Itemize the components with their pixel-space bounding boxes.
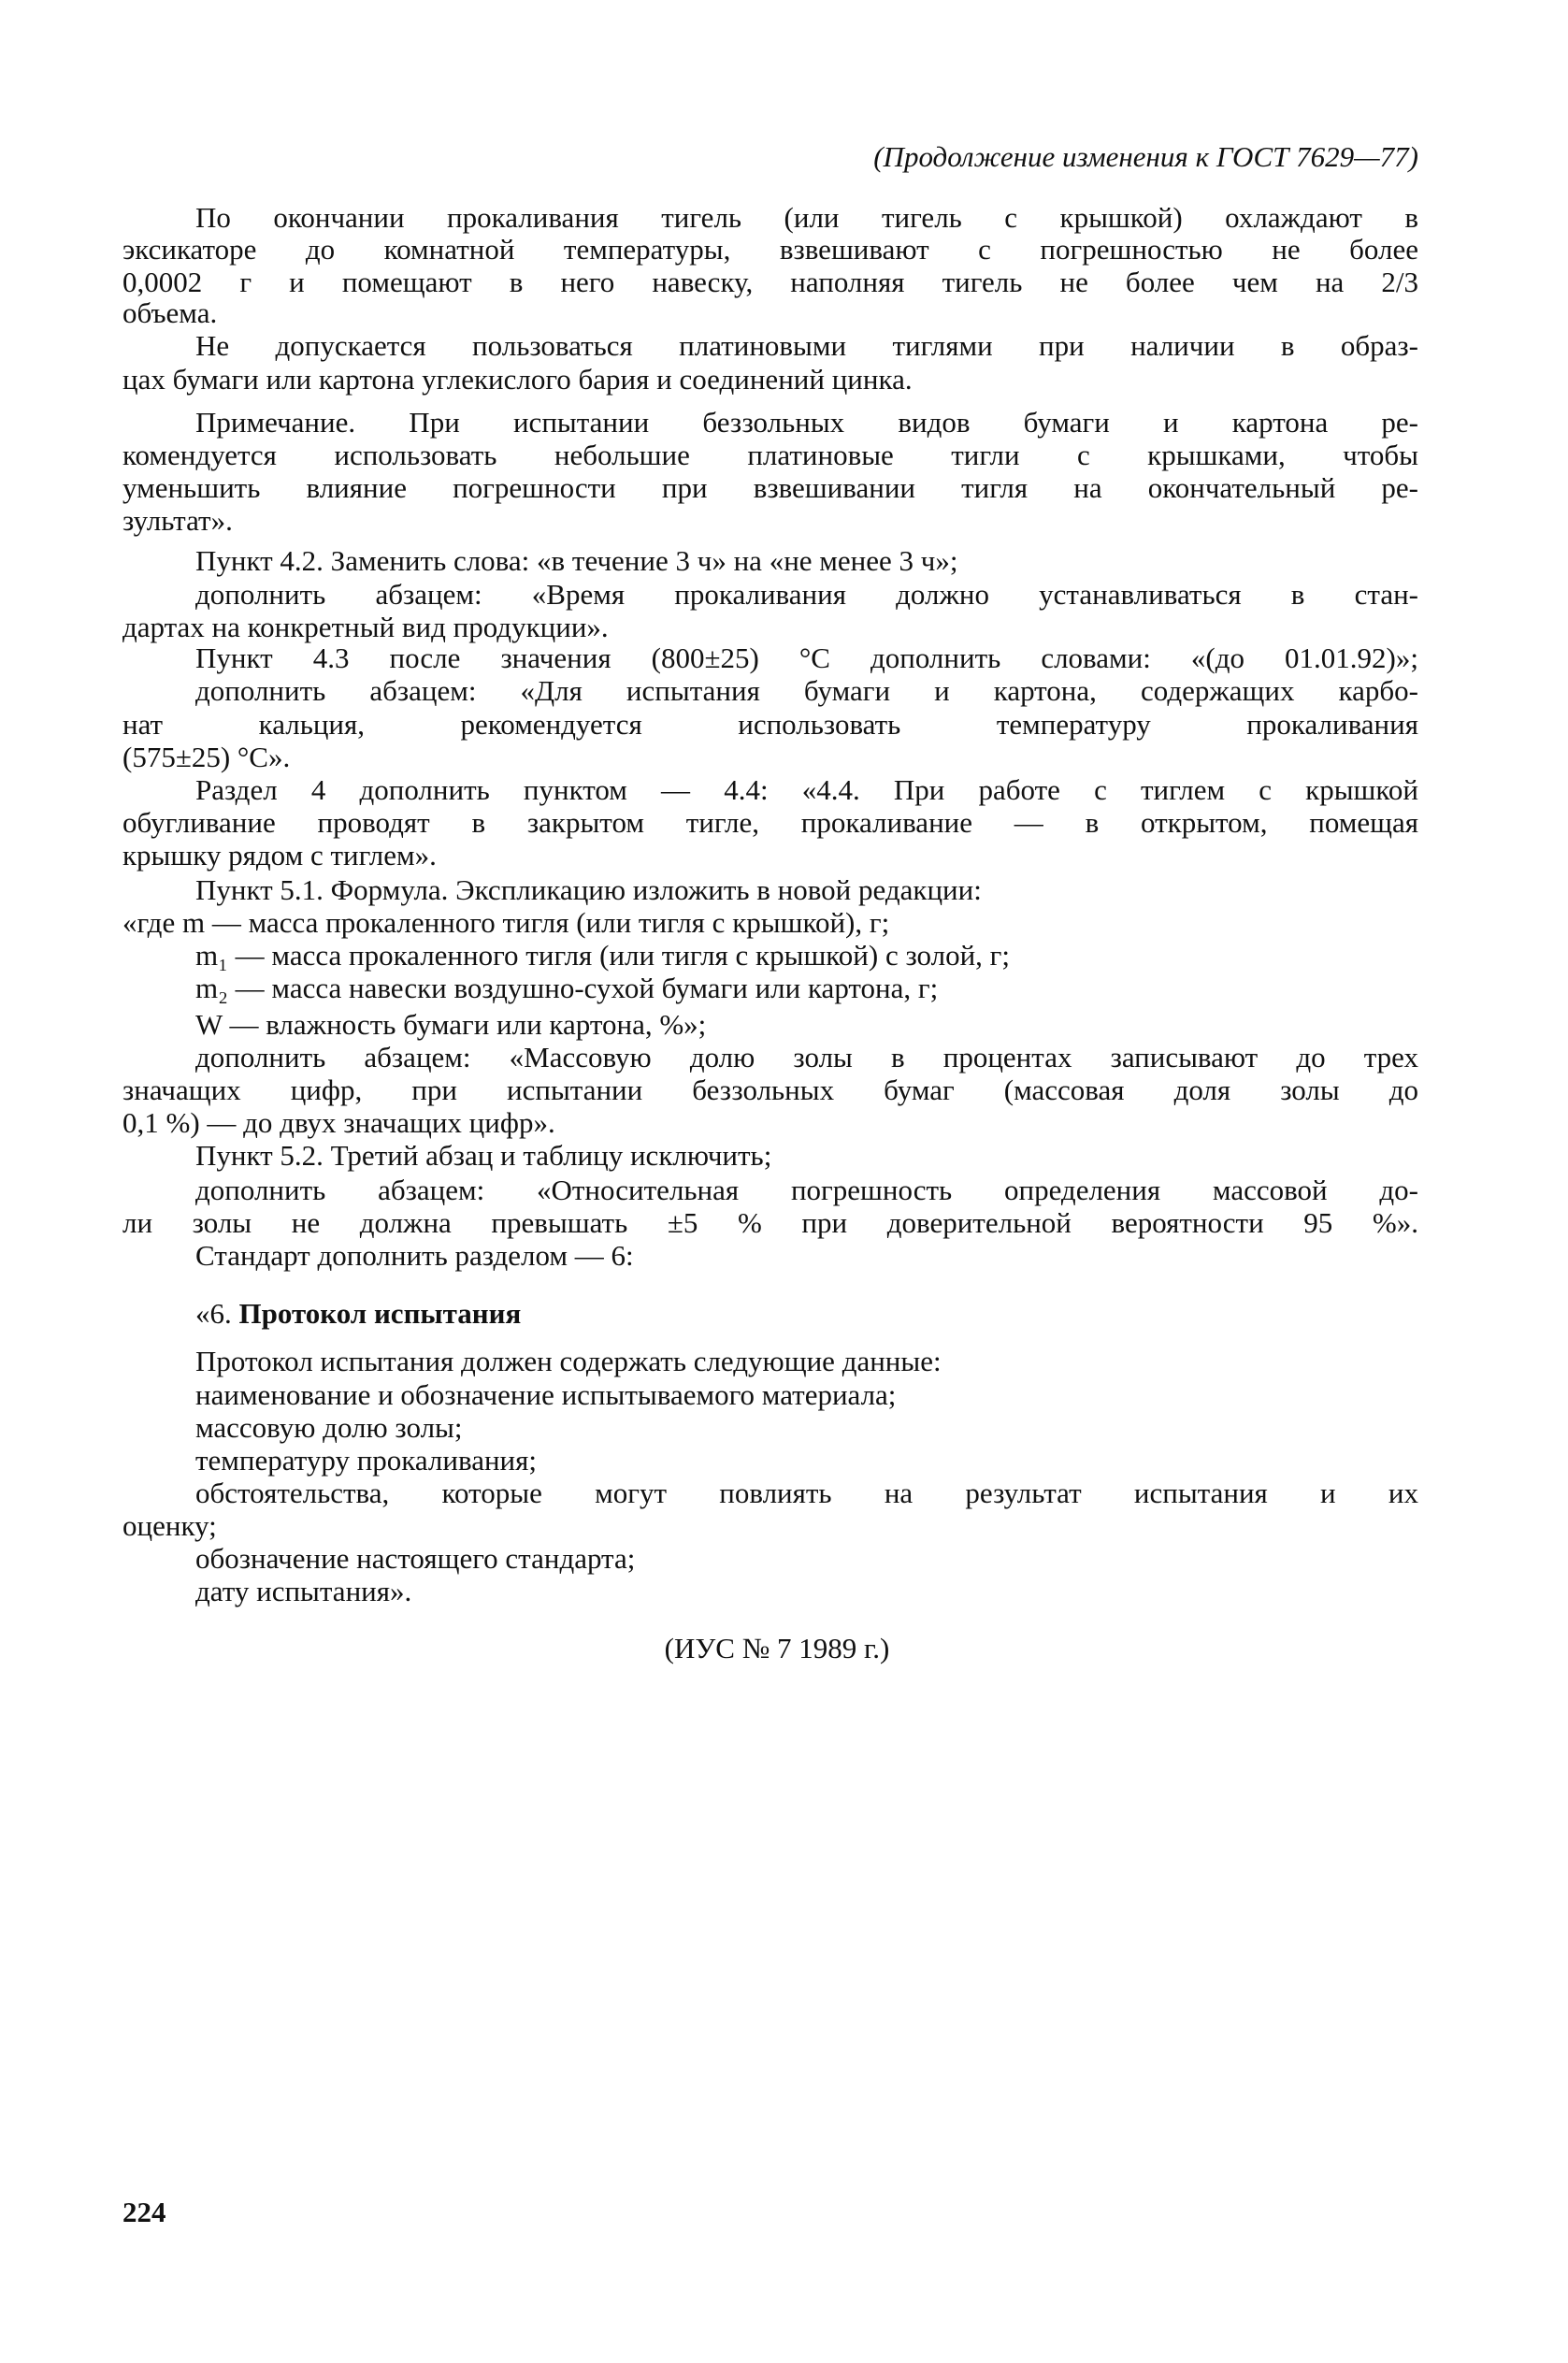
text-line: Пункт 5.2. Третий абзац и таблицу исключить; [195,1139,772,1172]
text-line: Раздел 4 дополнить пунктом — 4.4: «4.4. При работе с тиглем с крышкой [195,773,1418,806]
text-line: Стандарт дополнить разделом — 6: [195,1239,634,1272]
text-line: цах бумаги или картона углекислого бария и соединений цинка. [122,363,913,396]
page-number: 224 [122,2196,166,2228]
section-heading [195,1297,521,1331]
text-line: Протокол испытания должен содержать следующие данные: [195,1345,942,1377]
text-line: Пункт 4.2. Заменить слова: «в течение 3 ч» на «не менее 3 ч»; [195,544,958,577]
text-line: 0,1 %) — до двух значащих цифр». [122,1106,555,1139]
text-line: дополнить абзацем: «Относительная погрешность определения массовой до- [195,1174,1418,1206]
source-reference: (ИУС № 7 1989 г.) [664,1632,890,1664]
text-line: Не допускается пользоваться платиновыми тиглями при наличии в образ- [195,329,1418,362]
section-number: «6. [195,1297,232,1330]
running-header: (Продолжение изменения к ГОСТ 7629—77) [873,140,1418,173]
text-line: наименование и обозначение испытываемого материала; [195,1378,897,1411]
text-line: обстоятельства, которые могут повлиять на результат испытания и их [195,1477,1418,1509]
text-line: обозначение настоящего стандарта; [195,1542,636,1575]
text-line: температуру прокаливания; [195,1444,538,1477]
text-line: массовую долю золы; [195,1411,463,1444]
text-line: дату испытания». [195,1575,412,1607]
text-line: Пункт 4.3 после значения (800±25) °С дополнить словами: «(до 01.01.92)»; [195,641,1418,674]
text-line: значащих цифр, при испытании беззольных бумаг (массовая доля золы до [122,1073,1418,1106]
text-line: дартах на конкретный вид продукции». [122,611,609,643]
text-line: оценку; [122,1509,217,1542]
text-line: комендуется использовать небольшие платиновые тигли с крышками, чтобы [122,439,1418,471]
text-line: крышку рядом с тиглем». [122,839,437,872]
text-line: нат кальция, рекомендуется использовать температуру прокаливания [122,708,1418,741]
text-line: 0,0002 г и помещают в него навеску, наполняя тигель не более чем на 2/3 [122,266,1418,298]
text-line: m₁ — масса прокаленного тигля (или тигля с крышкой) с золой, г; [195,939,1011,972]
text-line: Пункт 5.1. Формула. Экспликацию изложить в новой редакции: [195,873,982,906]
text-line: «где m — масса прокаленного тигля (или тигля с крышкой), г; [122,906,890,939]
text-line: уменьшить влияние погрешности при взвешивании тигля на окончательный ре- [122,471,1418,504]
text-line: W — влажность бумаги или картона, %»; [195,1008,707,1041]
text-line: обугливание проводят в закрытом тигле, прокаливание — в открытом, помещая [122,806,1418,839]
text-line: (575±25) °С». [122,741,291,773]
text-line: эксикаторе до комнатной температуры, взвешивают с погрешностью не более [122,233,1418,266]
text-line: Примечание. При испытании беззольных видов бумаги и картона ре- [195,406,1418,439]
text-line: ли золы не должна превышать ±5 % при доверительной вероятности 95 %». [122,1206,1418,1239]
text-line: дополнить абзацем: «Время прокаливания должно устанавливаться в стан- [195,578,1418,611]
text-line: По окончании прокаливания тигель (или тигель с крышкой) охлаждают в [195,201,1418,234]
section-title: Протокол испытания [238,1297,522,1330]
text-line: объема. [122,296,218,329]
text-line: зультат». [122,504,233,537]
text-line: дополнить абзацем: «Для испытания бумаги и картона, содержащих карбо- [195,674,1418,707]
text-line: дополнить абзацем: «Массовую долю золы в процентах записывают до трех [195,1041,1418,1073]
text-line: m₂ — масса навески воздушно-сухой бумаги или картона, г; [195,972,939,1004]
